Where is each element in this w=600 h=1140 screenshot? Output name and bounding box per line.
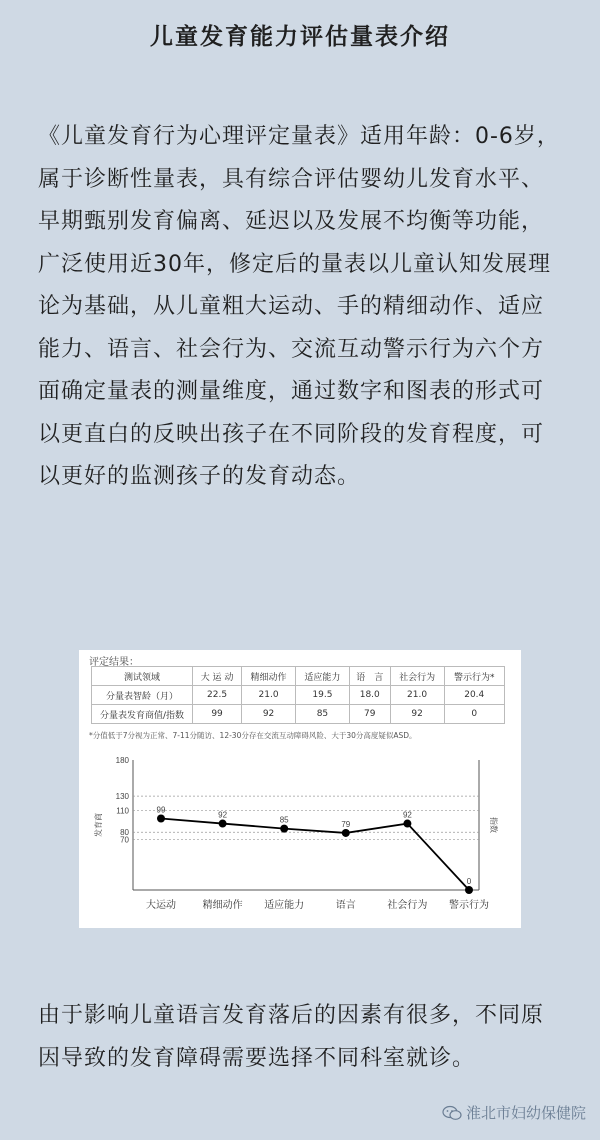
- x-tick-label: 警示行为: [449, 900, 489, 911]
- header-cell: 社会行为: [390, 667, 444, 686]
- y-axis-title-left: 发育商: [94, 813, 103, 837]
- x-tick-label: 社会行为: [387, 900, 428, 911]
- table-header-row: [92, 667, 505, 686]
- watermark: [442, 1102, 586, 1123]
- y-tick-label: 110: [116, 806, 129, 816]
- table-cell: 21.0: [390, 686, 444, 705]
- assessment-result-card: [79, 650, 521, 928]
- table-cell: 22.5: [193, 686, 242, 705]
- result-label: 评定结果：: [89, 657, 139, 668]
- x-tick-label: 精细动作: [202, 900, 243, 911]
- table-cell: 92: [390, 705, 444, 724]
- table-cell: 85: [295, 705, 349, 724]
- header-cell: 大 运 动: [193, 667, 242, 686]
- header-cell: 适应能力: [295, 667, 349, 686]
- watermark-text: 淮北市妇幼保健院: [465, 1104, 586, 1122]
- data-label: 0: [466, 877, 472, 886]
- header-cell: 警示行为*: [444, 667, 504, 686]
- table-cell: 分量表智龄（月）: [92, 686, 193, 705]
- table-cell: 20.4: [444, 686, 504, 705]
- table-cell: 99: [193, 705, 242, 724]
- x-tick-label: 语言: [335, 900, 356, 911]
- data-point: [157, 815, 165, 823]
- data-point: [280, 825, 288, 833]
- wechat-icon: [442, 1105, 462, 1121]
- data-label: 79: [341, 819, 351, 829]
- x-tick-label: 适应能力: [264, 900, 305, 911]
- table-cell: 19.5: [295, 686, 349, 705]
- scoring-note: *分值低于7分视为正常、7-11分随访、12-30分存在交流互动障碍风险、大于30分高度疑似ASD。: [89, 731, 417, 740]
- table-cell: 21.0: [242, 686, 296, 705]
- y-axis-title-right: 指数: [489, 817, 498, 833]
- result-table: [91, 666, 505, 724]
- y-tick-label: 130: [115, 792, 129, 802]
- header-cell: 精细动作: [242, 667, 296, 686]
- table-cell: 79: [349, 705, 390, 724]
- y-tick-label: 70: [120, 835, 129, 845]
- data-label: 92: [218, 810, 228, 820]
- closing-paragraph: 由于影响儿童语言发育落后的因素有很多，不同原因导致的发育障碍需要选择不同科室就诊。: [38, 1003, 545, 1071]
- header-cell: 测试领域: [92, 667, 193, 686]
- development-quotient-chart: [79, 746, 521, 928]
- data-point: [342, 829, 350, 837]
- table-row: [92, 705, 505, 724]
- table-cell: 92: [242, 705, 296, 724]
- data-point: [403, 820, 411, 828]
- series-line: [161, 819, 469, 891]
- table-cell: 18.0: [349, 686, 390, 705]
- table-row: [92, 686, 505, 705]
- data-label: 85: [279, 815, 289, 825]
- data-label: 92: [402, 810, 412, 820]
- table-cell: 分量表发育商值/指数: [92, 705, 193, 724]
- table-cell: 0: [444, 705, 504, 724]
- intro-paragraph: 《儿童发育行为心理评定量表》适用年龄：0-6岁，属于诊断性量表，具有综合评估婴幼儿发育水平、早期甄别发育偏离、延迟以及发展不均衡等功能，广泛使用近30年，修定后的量表以儿童认知发展理论为基础，从儿童粗大运动、手的精细动作、适应能力、语言、社会行为、交流互动警示行为六个方面确定量表的测量维度，通过数字和图表的形式可以更直白的反映出孩子在不同阶段的发育程度，可以更好的监测孩子的发育动态。: [38, 124, 560, 489]
- y-tick-label: 180: [115, 756, 129, 765]
- page-title: 儿童发育能力评估量表介绍: [150, 24, 450, 50]
- header-cell: 语 言: [349, 667, 390, 686]
- data-point: [465, 886, 473, 894]
- data-point: [219, 820, 227, 828]
- data-label: 99: [156, 805, 166, 815]
- y-tick-label: 80: [120, 828, 129, 838]
- x-tick-label: 大运动: [146, 900, 176, 911]
